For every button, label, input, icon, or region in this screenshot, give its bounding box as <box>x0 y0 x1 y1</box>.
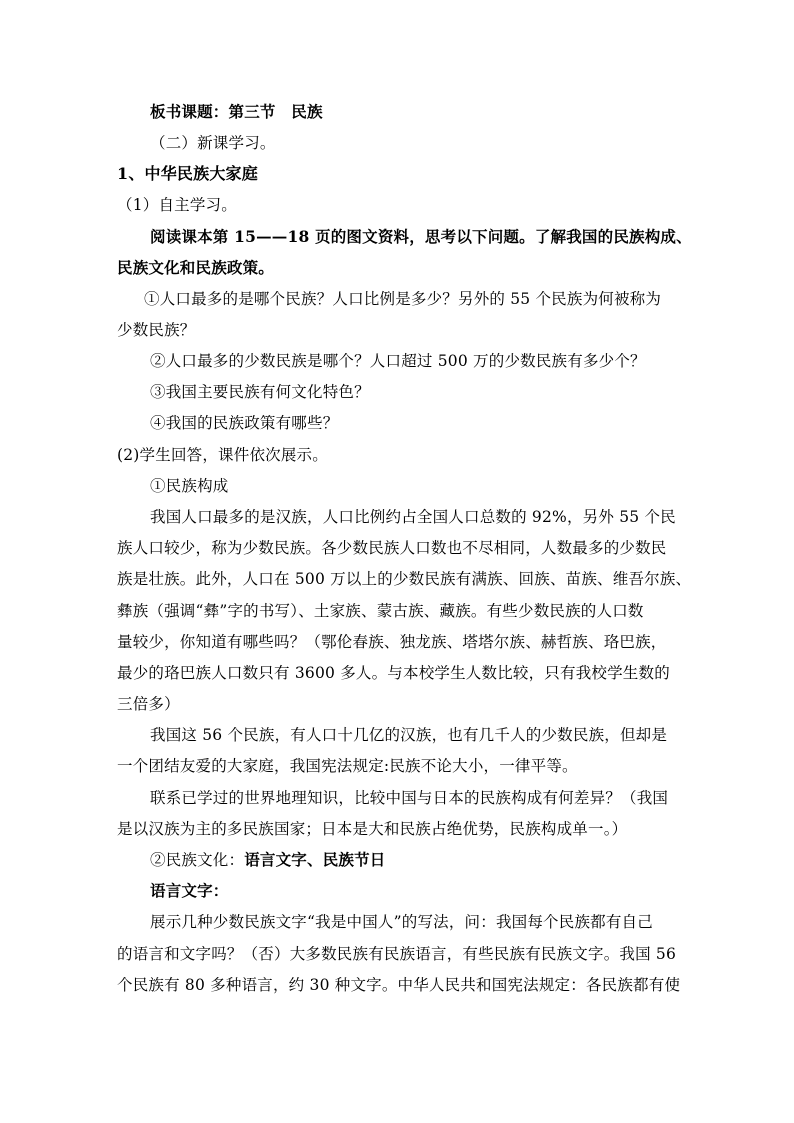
paragraph-composition-line-7: 三倍多） <box>117 695 180 713</box>
paragraph-language-line-2: 的语言和文字吗？（否）大多数民族有民族语言，有些民族有民族文字。我国 56 <box>117 945 677 963</box>
paragraph-unity-line-2: 一个团结友爱的大家庭，我国宪法规定:民族不论大小，一律平等。 <box>117 757 578 775</box>
paragraph-composition-line-4: 彝族（强调“彝”字的书写）、土家族、蒙古族、藏族。有些少数民族的人口数 <box>117 602 644 620</box>
lesson-title: 板书课题：第三节 民族 <box>150 102 323 121</box>
paragraph-comparison-line-1: 联系已学过的世界地理知识，比较中国与日本的民族构成有何差异？（我国 <box>150 789 669 807</box>
paragraph-language-line-3: 个民族有 80 多种语言，约 30 种文字。中华人民共和国宪法规定：各民族都有使 <box>117 976 681 994</box>
question-1-line-2: 少数民族？ <box>117 321 196 339</box>
heading-chinese-nation-family: 1、中华民族大家庭 <box>117 164 258 183</box>
paragraph-language-line-1: 展示几种少数民族文字“我是中国人”的写法，问：我国每个民族都有自己 <box>150 913 653 931</box>
question-1-line-1: ①人口最多的是哪个民族？人口比例是多少？另外的 55 个民族为何被称为 <box>144 290 662 308</box>
section-new-lesson: （二）新课学习。 <box>150 134 276 152</box>
paragraph-composition-line-6: 最少的珞巴族人口数只有 3600 多人。与本校学生人数比较，只有我校学生数的 <box>117 664 670 682</box>
paragraph-unity-line-1: 我国这 56 个民族，有人口十几亿的汉族，也有几千人的少数民族，但却是 <box>150 726 668 744</box>
paragraph-composition-line-1: 我国人口最多的是汉族，人口比例约占全国人口总数的 92%，另外 55 个民 <box>150 508 676 526</box>
reading-task-line-1: 阅读课本第 15——18 页的图文资料，思考以下问题。了解我国的民族构成、 <box>150 227 692 246</box>
subheading-ethnic-culture-topics: 语言文字、民族节日 <box>244 850 386 869</box>
paragraph-comparison-line-2: 是以汉族为主的多民族国家；日本是大和民族占绝优势，民族构成单一。） <box>117 820 628 838</box>
subheading-ethnic-culture <box>150 850 710 870</box>
question-2: ②人口最多的少数民族是哪个？人口超过 500 万的少数民族有多少个？ <box>150 352 646 370</box>
step-self-study: （1）自主学习。 <box>117 196 237 214</box>
step-student-answers: (2)学生回答，课件依次展示。 <box>117 446 328 464</box>
subheading-language-writing: 语言文字： <box>150 881 229 900</box>
paragraph-composition-line-3: 族是壮族。此外，人口在 500 万以上的少数民族有满族、回族、苗族、维吾尔族、 <box>117 570 692 588</box>
reading-task-line-2: 民族文化和民族政策。 <box>117 258 275 277</box>
question-3: ③我国主要民族有何文化特色？ <box>150 383 370 401</box>
paragraph-composition-line-5: 量较少，你知道有哪些吗？（鄂伦春族、独龙族、塔塔尔族、赫哲族、珞巴族， <box>117 633 667 651</box>
paragraph-composition-line-2: 族人口较少，称为少数民族。各少数民族人口数也不尽相同，人数最多的少数民 <box>117 539 667 557</box>
subheading-ethnic-composition: ①民族构成 <box>150 477 229 495</box>
subheading-ethnic-culture-label: ②民族文化： <box>150 851 245 869</box>
question-4: ④我国的民族政策有哪些？ <box>150 414 339 432</box>
